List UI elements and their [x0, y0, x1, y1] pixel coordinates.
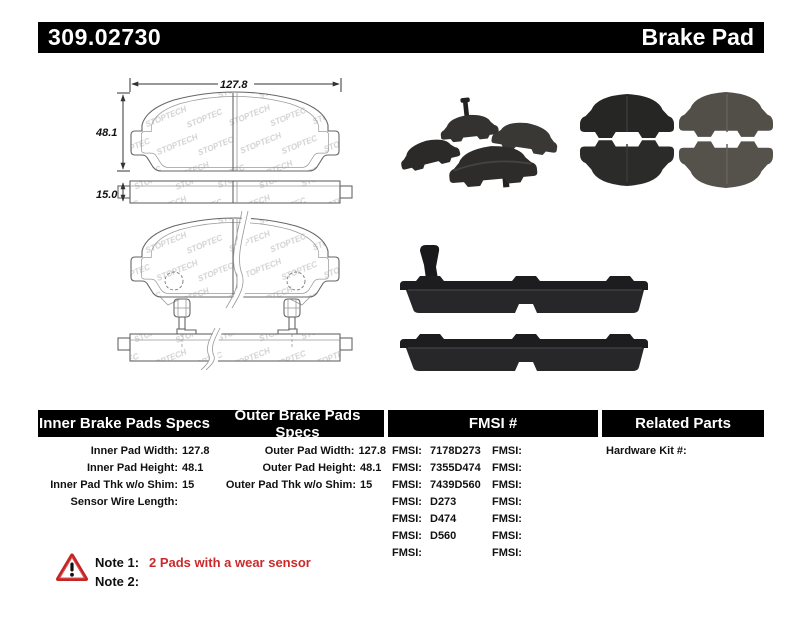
table-row: Outer Pad Thk w/o Shim: 15: [225, 479, 373, 491]
related-parts-header: Related Parts: [602, 410, 764, 437]
note-1: Note 1: 2 Pads with a wear sensor: [95, 555, 311, 570]
photo-pads-angled: [395, 92, 565, 188]
edge-pad: [400, 334, 648, 371]
notes-section: [95, 553, 311, 591]
photo-pads-edge: [393, 243, 655, 378]
table-row: FMSI:: [492, 445, 522, 457]
sensor-edge-view: [118, 334, 352, 361]
inner-specs-column: [38, 443, 223, 511]
pad-front-view: [131, 92, 339, 171]
photo-pads-edge-svg: [393, 243, 655, 378]
thickness-dimension-label: 15.0: [96, 189, 118, 201]
table-row: FMSI: 7439D560: [392, 479, 481, 491]
table-row: FMSI:: [492, 496, 522, 508]
table-row: Inner Pad Thk w/o Shim: 15: [50, 479, 195, 491]
table-row: Inner Pad Height: 48.1: [86, 462, 204, 474]
specs-header-bar: [38, 406, 384, 441]
table-row: FMSI: D474: [392, 513, 457, 525]
table-row: FMSI:: [392, 547, 422, 559]
brake-pad-diagram: [96, 72, 368, 374]
outer-specs-column: [214, 443, 386, 494]
table-row: FMSI:: [492, 530, 522, 542]
warning-triangle-icon: [56, 553, 88, 582]
table-row: FMSI: D560: [392, 530, 457, 542]
part-number: 309.02730: [48, 24, 162, 50]
height-dimension-label: 48.1: [96, 127, 118, 139]
table-row: FMSI: D273: [392, 496, 457, 508]
table-row: Sensor Wire Length:: [70, 496, 178, 508]
table-row: FMSI: 7355D474: [392, 462, 481, 474]
fmsi-column-1: [392, 443, 492, 562]
width-dimension-label: 127.8: [220, 79, 248, 91]
page-header-bar: [38, 22, 764, 53]
table-row: FMSI:: [492, 462, 522, 474]
note-1-text: 2 Pads with a wear sensor: [149, 555, 311, 570]
table-row: FMSI: 7178D273: [392, 445, 481, 457]
fmsi-column-2: [492, 443, 592, 562]
photo-pad-set-svg: [577, 88, 775, 188]
table-row: Outer Pad Width: 127.8: [264, 445, 386, 457]
table-row: Hardware Kit #:: [606, 445, 687, 457]
table-row: FMSI:: [492, 547, 522, 559]
related-parts-column: [606, 443, 762, 460]
fmsi-header: FMSI #: [388, 410, 598, 437]
note-2: Note 2:: [95, 572, 311, 591]
pad-edge-view: [118, 181, 352, 203]
inner-specs-header: Inner Brake Pads Specs: [39, 415, 210, 432]
table-row: Outer Pad Height: 48.1: [262, 462, 382, 474]
photo-pad-set: [577, 88, 775, 188]
technical-drawing: [96, 72, 368, 374]
photo-pads-angled-svg: [395, 92, 565, 188]
table-row: FMSI:: [492, 513, 522, 525]
note-2-text: [143, 572, 149, 591]
table-row: Inner Pad Width: 127.8: [90, 445, 210, 457]
table-row: FMSI:: [492, 479, 522, 491]
outer-specs-header: Outer Brake Pads Specs: [234, 406, 361, 441]
product-type-title: Brake Pad: [641, 24, 754, 50]
edge-pad-with-sensor: [400, 245, 648, 313]
